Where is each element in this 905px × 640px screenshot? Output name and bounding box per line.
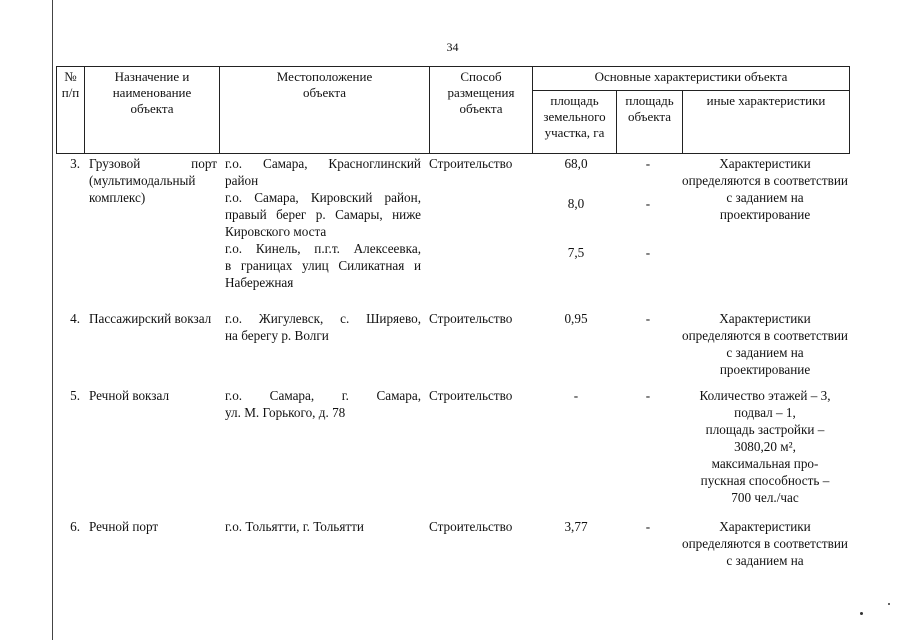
object-location: г.о. Жигулевск, с. Ширяево, на берегу р. Волги [225,311,421,343]
land-area-value: 8,0 [567,196,585,211]
object-area-value: - [645,156,651,171]
header-method: Способ размещения объекта [430,67,533,154]
page-number: 34 [446,40,459,54]
other-characteristics: Характеристики определяются в соответствии с заданием на проектирование [682,311,848,377]
object-name: Речной порт [89,519,159,534]
table-header [56,66,850,154]
placement-method: Строительство [429,388,513,403]
header-location: Местоположение объекта [220,67,430,154]
object-location: г.о. Тольятти, г. Тольятти [225,519,364,534]
placement-method: Строительство [429,156,513,171]
object-area-value: - [645,388,651,403]
header-num: № п/п [57,67,85,154]
object-location: г.о. Самара, Красноглинский район г.о. Самара, Кировский район, правый берег р. Самары, ниже Кировского моста г.о. Кинель, п.г.т. Алексеевка, в границах улиц Силикатная и Набережная [225,156,421,290]
object-name: Речной вокзал [89,388,170,403]
placement-method: Строительство [429,311,513,326]
object-area-value: - [645,196,651,211]
row-number: 5. [70,388,80,403]
other-characteristics: Количество этажей – 3, подвал – 1, площадь застройки – 3080,20 м², максимальная про- пускная способность – 700 чел./час [699,388,831,505]
header-land-area: площадь земельного участка, га [533,91,617,154]
land-area-value: 0,95 [564,311,588,326]
header-characteristics: Основные характеристики объекта [533,67,850,91]
header-name: Назначение и наименование объекта [85,67,220,154]
land-area-value: 3,77 [564,519,588,534]
scan-speck [888,603,890,605]
row-number: 6. [70,519,80,534]
land-area-value: - [573,388,579,403]
page-left-border [52,0,53,640]
land-area-value: 68,0 [564,156,588,171]
placement-method: Строительство [429,519,513,534]
header-object-area: площадь объекта [617,91,683,154]
object-area-value: - [645,311,651,326]
other-characteristics: Характеристики определяются в соответствии с заданием на [682,519,848,568]
row-number: 4. [70,311,80,326]
object-location: г.о. Самара, г. Самара, ул. М. Горького, д. 78 [225,388,421,420]
header-other: иные характеристики [683,91,850,154]
object-area-value: - [645,519,651,534]
row-number: 3. [70,156,80,171]
land-area-value: 7,5 [567,245,585,260]
object-name: Грузовой порт (мультимодальный комплекс) [89,156,217,205]
object-area-value: - [645,245,651,260]
other-characteristics: Характеристики определяются в соответствии с заданием на проектирование [682,156,848,222]
scan-speck [860,612,863,615]
object-name: Пассажирский вокзал [89,311,212,326]
